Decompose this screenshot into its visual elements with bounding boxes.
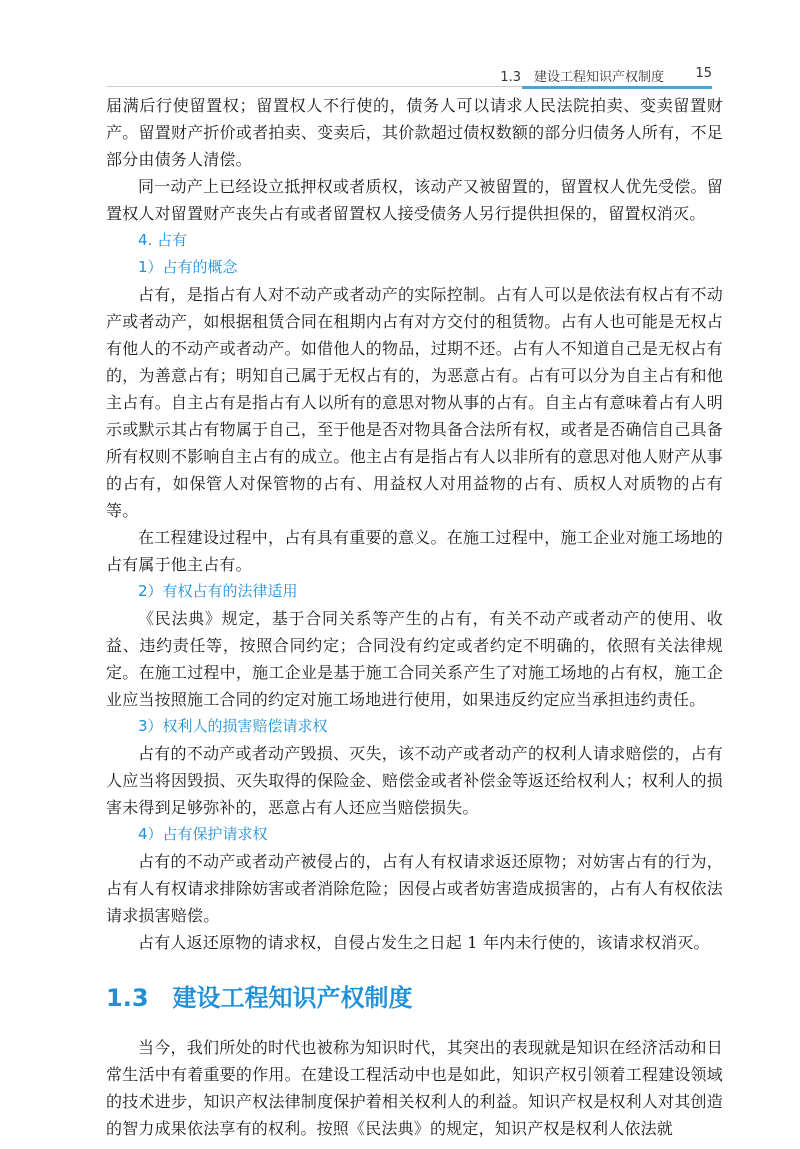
heading-protection-claim: 4）占有保护请求权	[138, 825, 268, 843]
paragraph-4: 在工程建设过程中，占有具有重要的意义。在施工过程中，施工企业对施工场地的占有属于他主占有。	[106, 528, 723, 574]
paragraph-3: 占有，是指占有人对不动产或者动产的实际控制。占有人可以是依法有权占有不动产或者动产，如根据租赁合同在租期内占有对方交付的租赁物。占有人也可能是无权占有他人的不动产或者动产。如借他人的物品，过期不还。占有人不知道自己是无权占有的，为善意占有；明知自己属于无权占有的，为恶意占有。占有可以分为自主占有和他主占有。自主占有是指占有人以所有的意思对物从事的占有。自主占有意味着占有人明示或默示其占有物属于自己，至于他是否对物具备合法所有权，或者是否确信自己具备所有权则不影响自主占有的成立。他主占有是指占有人以非所有的意思对他人财产从事的占有，如保管人对保管物的占有、用益权人对用益物的占有、质权人对质物的占有等。	[106, 285, 723, 520]
running-header	[106, 62, 712, 87]
heading-damage-claim: 3）权利人的损害赔偿请求权	[138, 717, 328, 735]
paragraph-1: 届满后行使留置权；留置权人不行使的，债务人可以请求人民法院拍卖、变卖留置财产。留置财产折价或者拍卖、变卖后，其价款超过债权数额的部分归债务人所有，不足部分由债务人清偿。	[106, 96, 723, 169]
paragraph-9: 当今，我们所处的时代也被称为知识时代，其突出的表现就是知识在经济活动和日常生活中有着重要的作用。在建设工程活动中也是如此，知识产权引领着工程建设领域的技术进步，知识产权法律制度保护着相关权利人的利益。知识产权是权利人对其创造的智力成果依法享有的权利。按照《民法典》的规定，知识产权是权利人依法就	[106, 1038, 723, 1138]
running-header-title: 1.3 建设工程知识产权制度	[500, 70, 664, 85]
page-body	[106, 92, 723, 1142]
heading-occupancy-concept: 1）占有的概念	[138, 258, 238, 276]
paragraph-2: 同一动产上已经设立抵押权或者质权，该动产又被留置的，留置权人优先受偿。留置权人对留置财产丧失占有或者留置权人接受债务人另行提供担保的，留置权消灭。	[106, 177, 723, 223]
heading-lawful-occupancy: 2）有权占有的法律适用	[138, 582, 298, 600]
header-accent-rule	[522, 86, 712, 89]
section-title: 建设工程知识产权制度	[172, 984, 413, 1012]
heading-occupancy: 4. 占有	[138, 231, 188, 249]
section-number: 1.3	[106, 984, 149, 1012]
paragraph-8: 占有人返还原物的请求权，自侵占发生之日起 1 年内未行使的，该请求权消灭。	[138, 933, 710, 952]
paragraph-6: 占有的不动产或者动产毁损、灭失，该不动产或者动产的权利人请求赔偿的，占有人应当将因毁损、灭失取得的保险金、赔偿金或者补偿金等返还给权利人；权利人的损害未得到足够弥补的，恶意占有人还应当赔偿损失。	[106, 744, 723, 817]
section-heading	[106, 980, 723, 1016]
paragraph-7: 占有的不动产或者动产被侵占的，占有人有权请求返还原物；对妨害占有的行为，占有人有权请求排除妨害或者消除危险；因侵占或者妨害造成损害的，占有人有权依法请求损害赔偿。	[106, 852, 723, 925]
page-number: 15	[695, 66, 712, 81]
paragraph-5: 《民法典》规定，基于合同关系等产生的占有，有关不动产或者动产的使用、收益、违约责任等，按照合同约定；合同没有约定或者约定不明确的，依照有关法律规定。在施工过程中，施工企业是基于施工合同关系产生了对施工场地的占有权，施工企业应当按照施工合同的约定对施工场地进行使用，如果违反约定应当承担违约责任。	[106, 609, 723, 709]
